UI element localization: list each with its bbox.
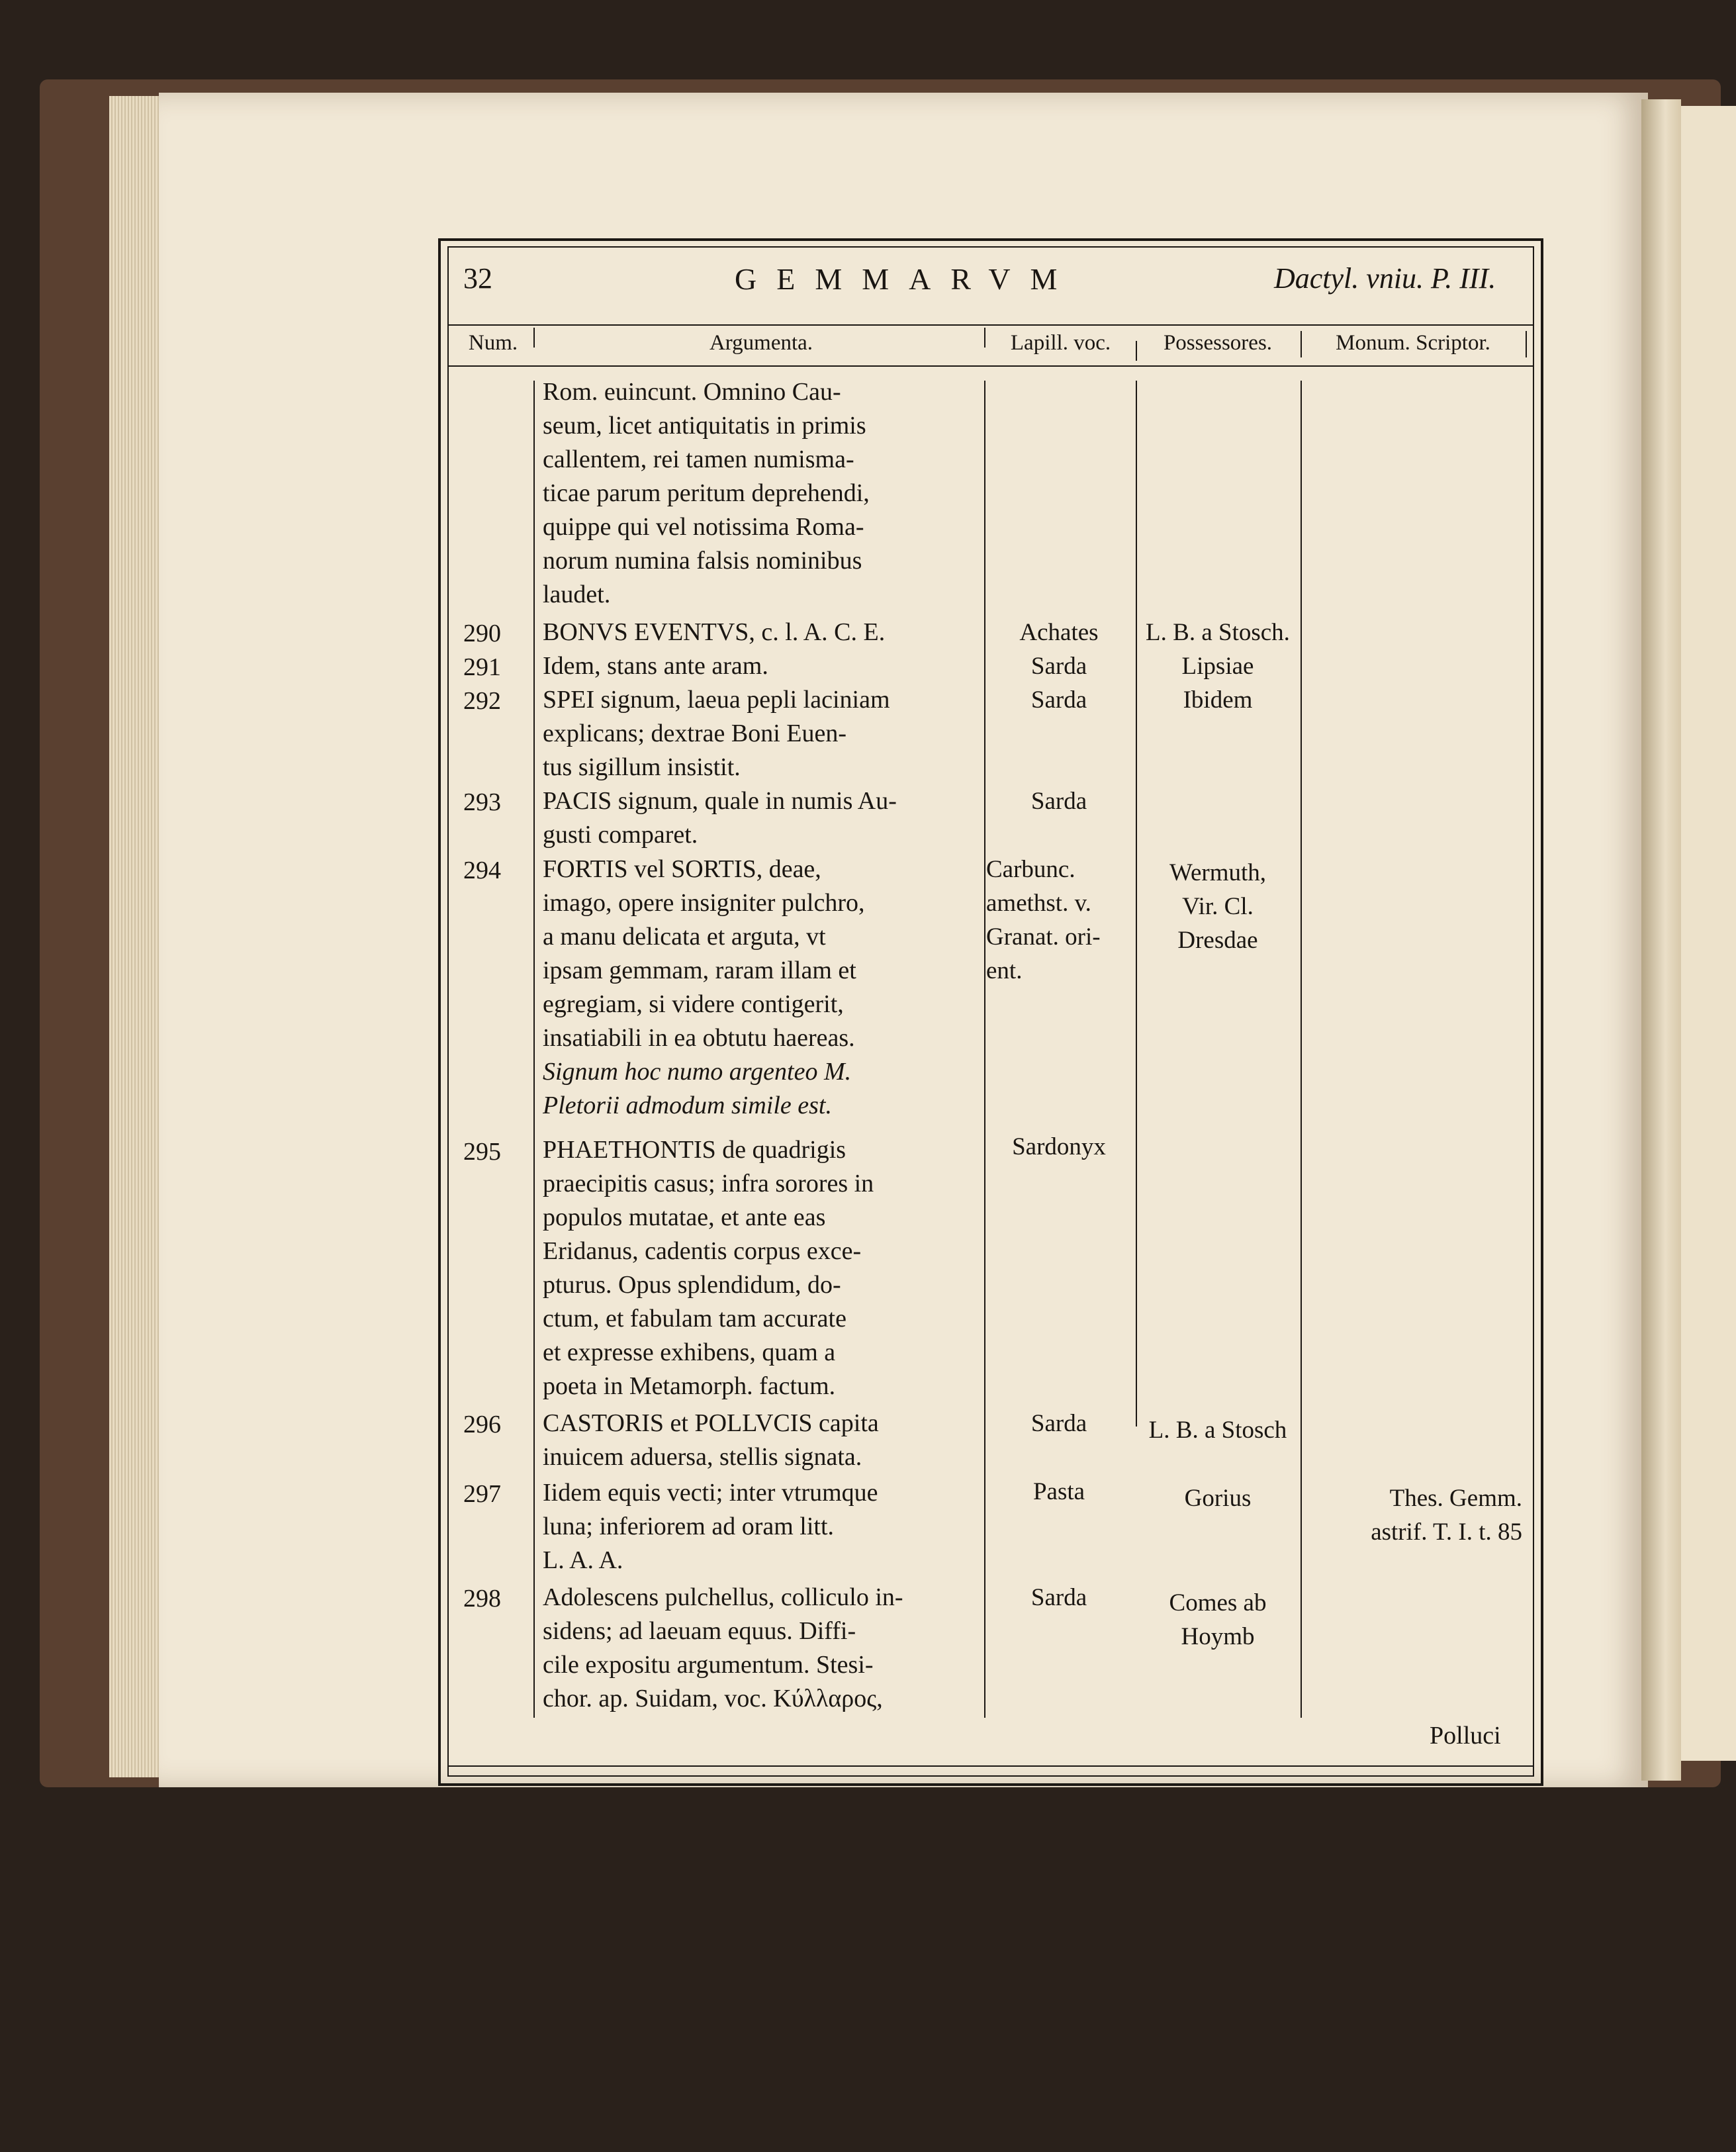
continuation-text (543, 375, 980, 612)
col-sep-header-2 (984, 328, 985, 348)
col-sep-header-1 (533, 328, 535, 348)
entry-lapillus: Sarda (1030, 1584, 1087, 1611)
text-line: poeta in Metamorph. factum. (543, 1372, 836, 1400)
entry-lapillus: Sardonyx (1012, 1133, 1106, 1160)
text-line: Idem, stans ante aram. (543, 652, 768, 680)
text-line: Adolescens pulchellus, colliculo in- (543, 1583, 903, 1611)
entry-argument (543, 1581, 980, 1716)
text-line: explicans; dextrae Boni Euen- (543, 720, 847, 747)
text-line: FORTIS vel SORTIS, deae, (543, 855, 821, 883)
colhead-monumenta: Monum. Scriptor. (1336, 331, 1490, 355)
entry-argument (543, 784, 980, 852)
catchword: Polluci (1430, 1722, 1501, 1750)
entry-argument (543, 649, 980, 683)
col-sep-1 (533, 381, 535, 1718)
header-rule (447, 324, 1534, 326)
colhead-lapill: Lapill. voc. (1010, 331, 1111, 355)
entry-number: 298 (463, 1585, 501, 1613)
entry-possessor (1138, 856, 1297, 957)
text-line: imago, opere insigniter pulchro, (543, 889, 865, 917)
text-line: Granat. ori- (986, 923, 1101, 951)
text-line: amethst. v. (986, 890, 1091, 917)
text-line: et expresse exhibens, quam a (543, 1338, 836, 1366)
text-line: luna; inferiorem ad oram litt. (543, 1513, 835, 1540)
entry-number: 290 (463, 620, 501, 647)
text-line: Thes. Gemm. (1389, 1485, 1522, 1512)
text-line: a manu delicata et arguta, vt (543, 923, 826, 951)
running-right: Dactyl. vniu. P. III. (1274, 262, 1496, 295)
entry-possessor: L. B. a Stosch (1148, 1417, 1287, 1444)
text-line: ctum, et fabulam tam accurate (543, 1305, 846, 1333)
text-line: Eridanus, cadentis corpus exce- (543, 1237, 862, 1265)
text-line: quippe qui vel notissima Roma- (543, 513, 864, 541)
text-line: Vir. Cl. (1182, 893, 1254, 920)
text-line: Rom. euincunt. Omnino Cau- (543, 378, 841, 406)
text-line: insatiabili in ea obtutu haereas. (543, 1024, 855, 1052)
text-line: tus sigillum insistit. (543, 753, 741, 781)
text-line: SPEI signum, laeua pepli laciniam (543, 686, 890, 714)
entry-number: 297 (463, 1480, 501, 1508)
text-line: BONVS EVENTVS, c. l. A. C. E. (543, 618, 886, 646)
colhead-num: Num. (468, 331, 518, 355)
text-line: PHAETHONTIS de quadrigis (543, 1136, 846, 1164)
text-line: ent. (986, 957, 1023, 984)
entry-lapillus: Sarda (1030, 1410, 1087, 1437)
text-line: CASTORIS et POLLVCIS capita (543, 1409, 879, 1437)
text-line: praecipitis casus; infra sorores in (543, 1170, 874, 1197)
text-line: Pletorii admodum simile est. (543, 1092, 832, 1119)
col-sep-4 (1301, 381, 1302, 1718)
text-line: sidens; ad laeuam equus. Diffi- (543, 1617, 856, 1645)
entry-number: 294 (463, 857, 501, 884)
entry-number: 295 (463, 1138, 501, 1166)
entry-possessor: Lipsiae (1181, 653, 1254, 680)
entry-number: 291 (463, 653, 501, 681)
entry-number: 293 (463, 788, 501, 816)
text-line: populos mutatae, et ante eas (543, 1203, 826, 1231)
entry-possessor: Gorius (1184, 1485, 1252, 1512)
bottom-rule (447, 1765, 1534, 1767)
text-line: cile expositu argumentum. Stesi- (543, 1651, 874, 1679)
text-line: Iidem equis vecti; inter vtrumque (543, 1479, 878, 1507)
entry-argument (543, 1133, 980, 1403)
entry-lapillus: Sarda (1030, 686, 1087, 714)
text-line: PACIS signum, quale in numis Au- (543, 787, 897, 815)
running-title: GEMMARVM (735, 262, 1077, 296)
text-line: Signum hoc numo argenteo M. (543, 1058, 852, 1086)
text-line: seum, licet antiquitatis in primis (543, 412, 866, 440)
col-sep-2 (984, 381, 985, 1718)
entry-lapillus: Pasta (1032, 1478, 1085, 1505)
text-line: ticae parum peritum deprehendi, (543, 479, 870, 507)
text-line: inuicem aduersa, stellis signata. (543, 1443, 862, 1471)
colhead-possessores: Possessores. (1163, 331, 1273, 355)
col-sep-header-5 (1526, 331, 1527, 357)
text-line: Wermuth, (1169, 859, 1266, 886)
entry-possessor (1138, 1586, 1297, 1654)
entry-argument (543, 1407, 980, 1474)
entry-possessor: Ibidem (1183, 686, 1253, 714)
text-line: gusti comparet. (543, 821, 698, 849)
text-line: ipsam gemmam, raram illam et (543, 957, 856, 984)
page-number: 32 (463, 262, 492, 295)
entry-lapillus: Achates (1019, 619, 1099, 646)
entry-lapillus (986, 853, 1132, 988)
entry-argument (543, 1476, 980, 1577)
entry-monumenta (1304, 1481, 1522, 1549)
text-line: callentem, rei tamen numisma- (543, 445, 854, 473)
text-line: norum numina falsis nominibus (543, 547, 862, 575)
entry-number: 292 (463, 687, 501, 715)
text-line: L. A. A. (543, 1546, 623, 1574)
entry-number: 296 (463, 1411, 501, 1438)
book-gutter (1641, 99, 1681, 1781)
text-line: Carbunc. (986, 856, 1075, 883)
text-line: pturus. Opus splendidum, do- (543, 1271, 841, 1299)
entry-argument (543, 616, 980, 649)
text-line: astrif. T. I. t. 85 (1371, 1519, 1522, 1546)
entry-argument (543, 683, 980, 784)
colhead-argumenta: Argumenta. (709, 331, 813, 355)
text-line: Dresdae (1177, 927, 1258, 954)
entry-argument (543, 853, 980, 1123)
text-line: egregiam, si videre contigerit, (543, 990, 844, 1018)
col-sep-3 (1136, 381, 1137, 1427)
text-line: laudet. (543, 581, 611, 608)
text-line: chor. ap. Suidam, voc. Κύλλαρος, (543, 1685, 883, 1712)
text-line: Comes ab (1169, 1589, 1267, 1616)
entry-possessor: L. B. a Stosch. (1146, 619, 1290, 646)
entry-lapillus: Sarda (1030, 788, 1087, 815)
text-line: Hoymb (1181, 1623, 1255, 1650)
entry-lapillus: Sarda (1030, 653, 1087, 680)
col-sep-header-4 (1301, 331, 1302, 357)
col-sep-header-3 (1136, 341, 1137, 361)
facing-page-edge (1681, 106, 1736, 1761)
column-header-rule (447, 365, 1534, 367)
